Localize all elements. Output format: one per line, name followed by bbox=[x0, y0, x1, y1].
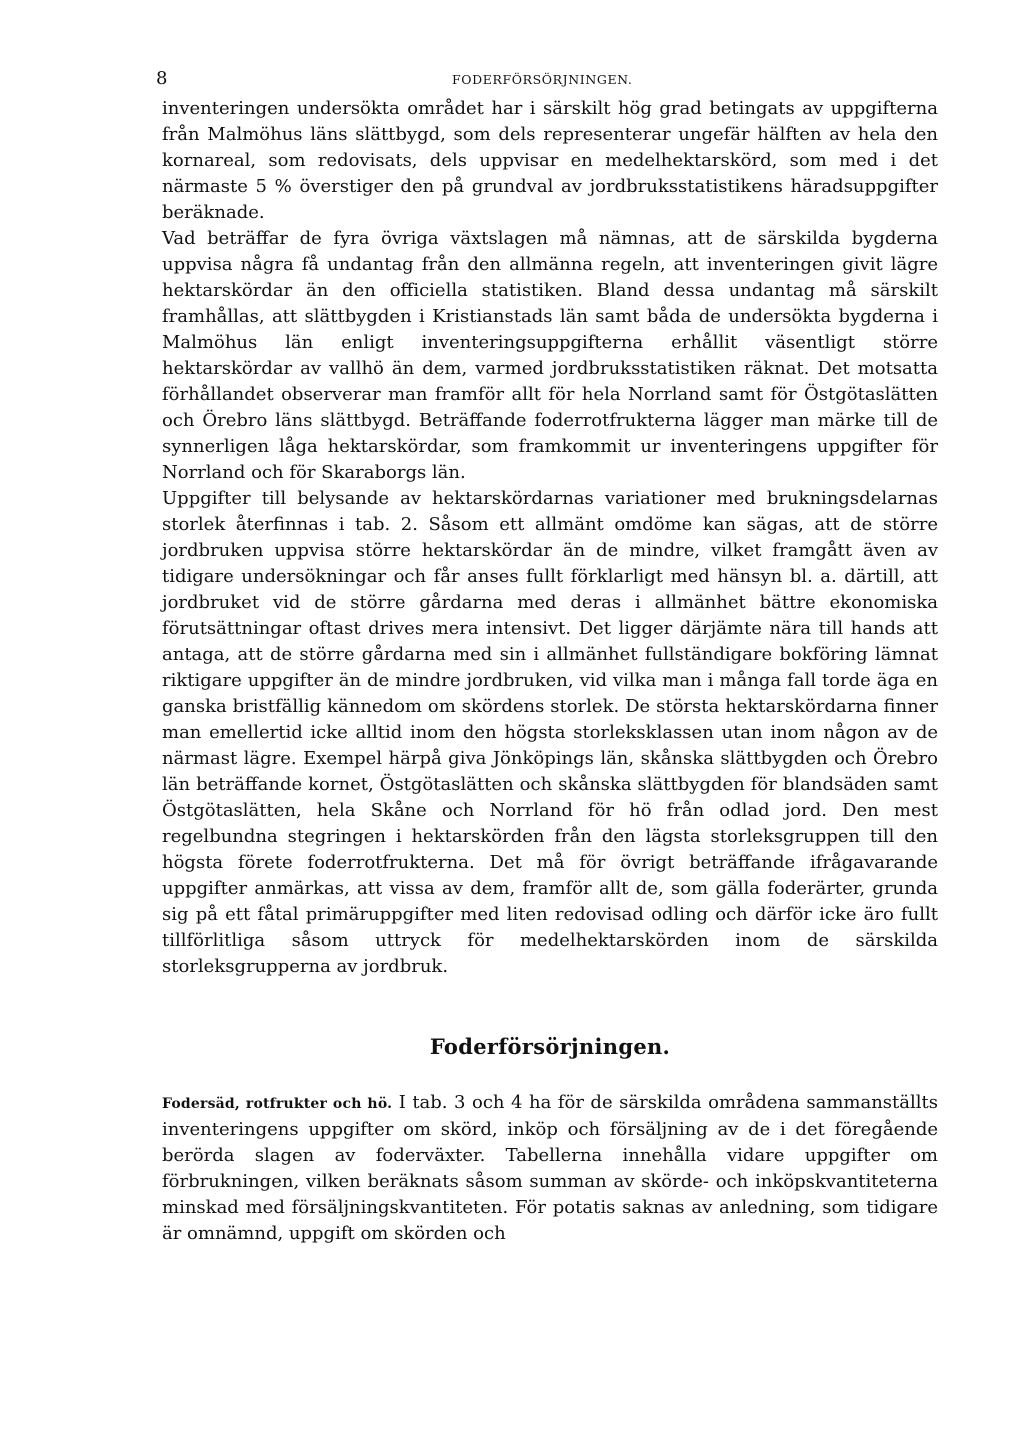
paragraph: Vad beträffar de fyra övriga växtslagen må nämnas, att de särskilda bygderna uppvisa några få undantag från den allmänna regeln, att inventeringen givit lägre hektarskördar än den officiella statistiken. Bland dessa undantag må särskilt framhållas, att slättbygden i Kristianstads län samt båda de undersökta bygderna i Malmöhus län enligt inventeringsuppgifterna erhållit väsentligt större hektarskördar av vallhö än dem, varmed jordbruksstatistiken räknat. Det motsatta förhållandet observerar man framför allt för hela Norrland samt för Östgötaslätten och Örebro läns slättbygd. Beträffande foderrotfrukterna lägger man märke till de synnerligen låga hektarskördar, som framkommit ur inventeringens uppgifter för Norrland och för Skaraborgs län. bbox=[162, 228, 938, 483]
run-in-heading: Fodersäd, rotfrukter och hö. bbox=[162, 1096, 393, 1112]
paragraph: Uppgifter till belysande av hektarskördarnas variationer med brukningsdelarnas storlek återfinnas i tab. 2. Såsom ett allmänt omdöme kan sägas, att de större jordbruken uppvisa större hektarskördar än de mindre, vilket framgått även av tidigare undersökningar och får anses fullt förklarligt med hänsyn bl. a. därtill, att jordbruket vid de större gårdarna med deras i allmänhet bättre ekonomiska förutsättningar oftast drives mera intensivt. Det ligger därjämte nära till hands att antaga, att de större gårdarna med sin i allmänhet fullständigare bokföring lämnat riktigare uppgifter än de mindre jordbruken, vid vilka man i många fall torde äga en ganska bristfällig kännedom om skördens storlek. De största hektarskördarna finner man emellertid icke alltid inom den högsta storleksklassen utan inom någon av de närmast lägre. Exempel härpå giva Jönköpings län, skånska slättbygden och Örebro län beträffande kornet, Östgötaslätten och skånska slättbygden för blandsäden samt Östgötaslätten, hela Skåne och Norrland för hö från odlad jord. Den mest regelbundna stegringen i hektarskörden från den lägsta storleksgruppen till den högsta förete foderrotfrukterna. Det må för övrigt beträffande ifrågavarande uppgifter anmärkas, att vissa av dem, framför allt de, som gälla foderärter, grunda sig på ett fåtal primäruppgifter med liten redovisad odling och därför icke äro fullt tillförlitliga såsom uttryck för medelhektarskörden inom de särskilda storleksgrupperna av jordbruk. bbox=[162, 488, 938, 977]
running-title: FODERFÖRSÖRJNINGEN. bbox=[452, 72, 633, 87]
page-number: 8 bbox=[156, 68, 168, 89]
subsection-paragraph bbox=[162, 1090, 938, 1247]
running-header bbox=[156, 66, 938, 96]
paragraph-continuation: inventeringen undersökta området har i särskilt hög grad betingats av uppgifterna från Malmöhus läns slättbygd, som dels representerar ungefär hälften av hela den kornareal, som redovisats, dels uppvisar en medelhektarskörd, som med i det närmaste 5 % överstiger den på grundval av jordbruksstatistikens häradsuppgifter beräknade. bbox=[162, 98, 938, 223]
subsection bbox=[162, 1090, 938, 1247]
subsection-text: I tab. 3 och 4 ha för de särskilda områdena sammanställts inventeringens uppgifter om skörd, inköp och försäljning av de i det föregående berörda slagen av foderväxter. Tabellerna innehålla vidare uppgifter om förbrukningen, vilken beräknats såsom summan av skörde- och inköpskvantiteterna minskad med försäljningskvantiteten. För potatis saknas av anledning, som tidigare är omnämnd, uppgift om skörden och bbox=[162, 1092, 938, 1244]
body-text bbox=[162, 96, 938, 980]
section-heading: Foderförsörjningen. bbox=[429, 1034, 671, 1059]
page bbox=[156, 66, 938, 1247]
